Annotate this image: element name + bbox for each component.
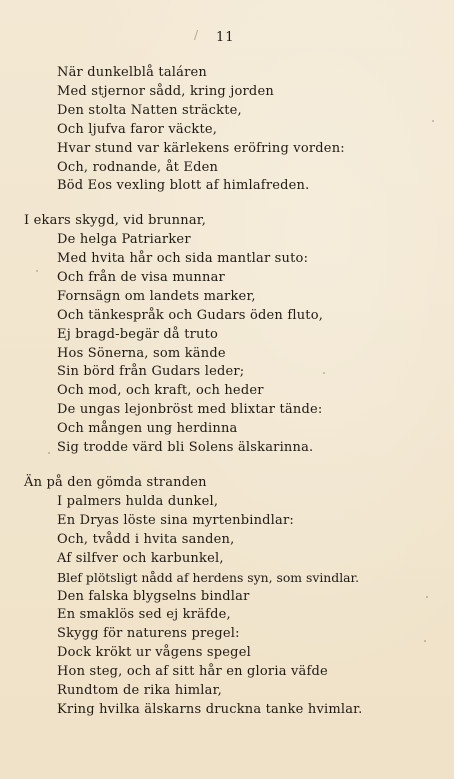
verse-line: Med stjernor sådd, kring jorden — [57, 84, 274, 99]
page-number: 11 — [216, 30, 235, 45]
paper-speck — [432, 120, 434, 122]
verse-line: Rundtom de rika himlar, — [57, 683, 222, 698]
verse-line: När dunkelblå taláren — [57, 65, 207, 80]
page-mark: / — [194, 28, 199, 42]
verse-line: Och mången ung herdinna — [57, 421, 238, 436]
verse-line: Och från de visa munnar — [57, 270, 225, 285]
verse-line: Dock krökt ur vågens spegel — [57, 645, 251, 660]
verse-line: Fornsägn om landets marker, — [57, 289, 256, 304]
verse-line: Den stolta Natten sträckte, — [57, 103, 242, 118]
verse-line: Och, rodnande, åt Eden — [57, 160, 219, 175]
verse-line: Blef plötsligt nådd af herdens syn, som svindlar. — [57, 570, 360, 585]
verse-line: Och, tvådd i hvita sanden, — [57, 532, 235, 547]
verse-line: De ungas lejonbröst med blixtar tände: — [57, 402, 323, 417]
verse-line: Hos Sönerna, som kände — [57, 346, 226, 361]
verse-line: Med hvita hår och sida mantlar suto: — [57, 251, 309, 266]
verse-line: Ej bragd-begär då truto — [57, 327, 219, 342]
verse-line: Sig trodde värd bli Solens älskarinna. — [57, 440, 314, 455]
verse-line: I palmers hulda dunkel, — [57, 494, 219, 509]
verse-line: Och mod, och kraft, och heder — [57, 383, 264, 398]
verse-line: Hvar stund var kärlekens eröfring vorden: — [57, 141, 345, 156]
paper-speck — [48, 452, 50, 454]
verse-line: Den falska blygselns bindlar — [57, 589, 250, 604]
verse-line: Kring hvilka älskarns druckna tanke hvimlar. — [57, 702, 363, 717]
paper-speck — [426, 596, 428, 598]
verse-line: Hon steg, och af sitt hår en gloria väfde — [57, 664, 328, 679]
verse-line: Böd Eos vexling blott af himlafreden. — [57, 178, 310, 193]
verse-line: Sin börd från Gudars leder; — [57, 364, 245, 379]
verse-line: De helga Patriarker — [57, 232, 191, 247]
verse-line: Än på den gömda stranden — [24, 475, 207, 490]
paper-speck — [323, 372, 325, 374]
verse-line: En smaklös sed ej kräfde, — [57, 607, 231, 622]
verse-line: I ekars skygd, vid brunnar, — [24, 213, 207, 228]
verse-line: Skygg för naturens pregel: — [57, 626, 240, 641]
verse-line: En Dryas löste sina myrtenbindlar: — [57, 513, 294, 528]
paper-speck — [424, 640, 426, 642]
verse-line: Och ljufva faror väckte, — [57, 122, 218, 137]
paper-speck — [36, 270, 38, 272]
verse-line: Af silfver och karbunkel, — [57, 551, 224, 566]
verse-line: Och tänkespråk och Gudars öden fluto, — [57, 308, 324, 323]
